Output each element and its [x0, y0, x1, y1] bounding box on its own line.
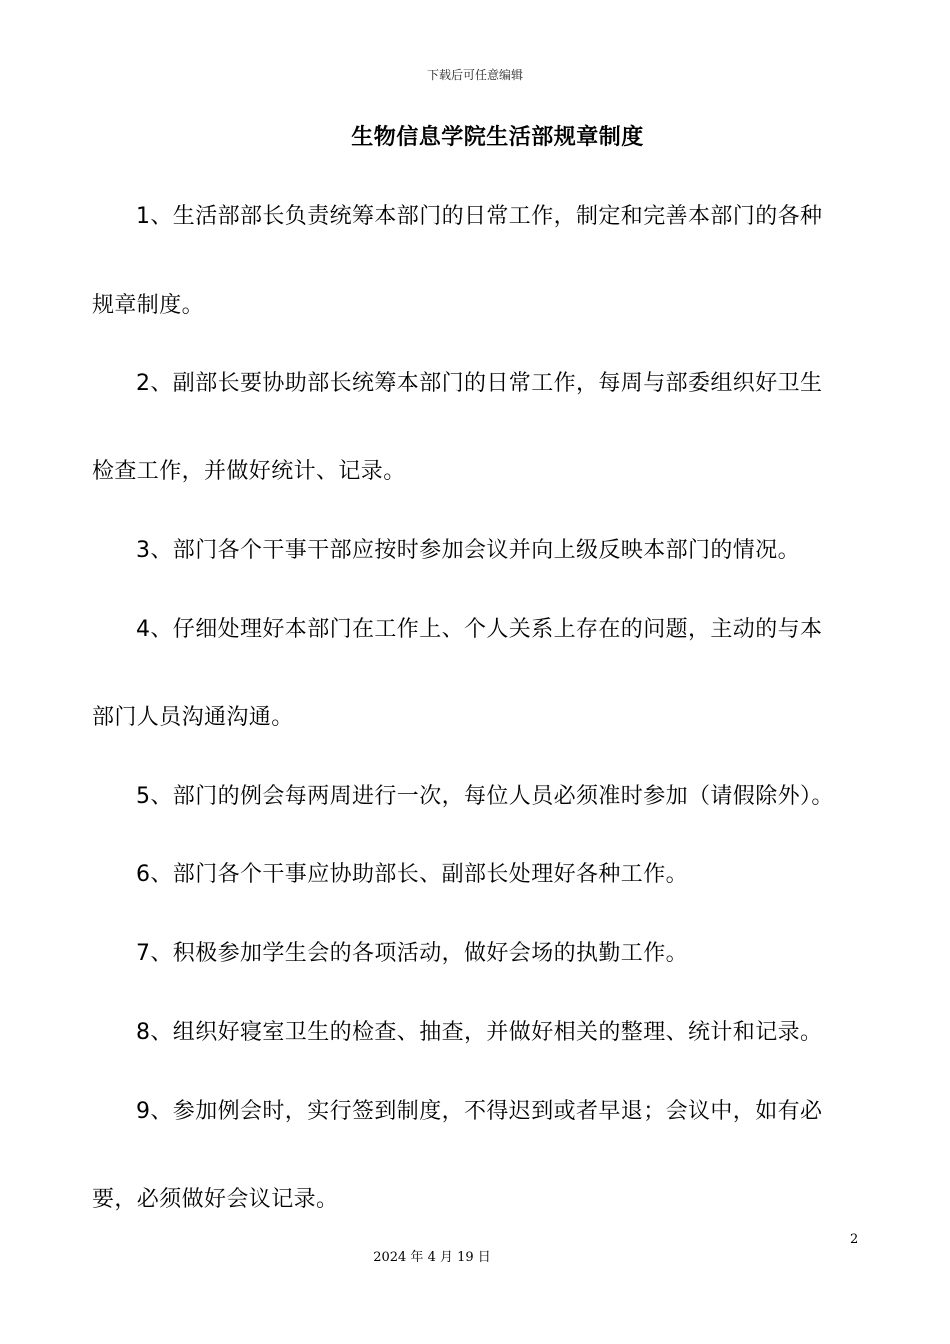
rule-4-line-2: 部门人员沟通沟通。: [92, 705, 294, 730]
rule-2-line-1: 2、副部长要协助部长统筹本部门的日常工作，每周与部委组织好卫生: [136, 371, 823, 396]
page-header: 下载后可任意编辑: [426, 68, 523, 82]
rule-5-line-1: 5、部门的例会每两周进行一次，每位人员必须准时参加（请假除外）。: [136, 784, 834, 809]
rule-8-line-1: 8、组织好寝室卫生的检查、抽查，并做好相关的整理、统计和记录。: [136, 1020, 823, 1045]
rule-3-line-1: 3、部门各个干事干部应按时参加会议并向上级反映本部门的情况。: [136, 538, 800, 563]
rule-4-line-1: 4、仔细处理好本部门在工作上、个人关系上存在的问题，主动的与本: [136, 617, 823, 642]
rule-2-line-2: 检查工作，并做好统计、记录。: [92, 459, 406, 484]
page-number: 2: [850, 1232, 859, 1247]
page-footer-date: 2024 年 4 月 19 日: [373, 1250, 491, 1265]
rule-6-line-1: 6、部门各个干事应协助部长、副部长处理好各种工作。: [136, 862, 688, 887]
document-title: 生物信息学院生活部规章制度: [351, 125, 644, 150]
rule-1-line-1: 1、生活部部长负责统筹本部门的日常工作，制定和完善本部门的各种: [136, 204, 823, 229]
rule-1-line-2: 规章制度。: [92, 293, 205, 318]
rule-9-line-2: 要，必须做好会议记录。: [92, 1187, 339, 1212]
rule-9-line-1: 9、参加例会时，实行签到制度，不得迟到或者早退；会议中，如有必: [136, 1099, 823, 1124]
rule-7-line-1: 7、积极参加学生会的各项活动，做好会场的执勤工作。: [136, 941, 688, 966]
